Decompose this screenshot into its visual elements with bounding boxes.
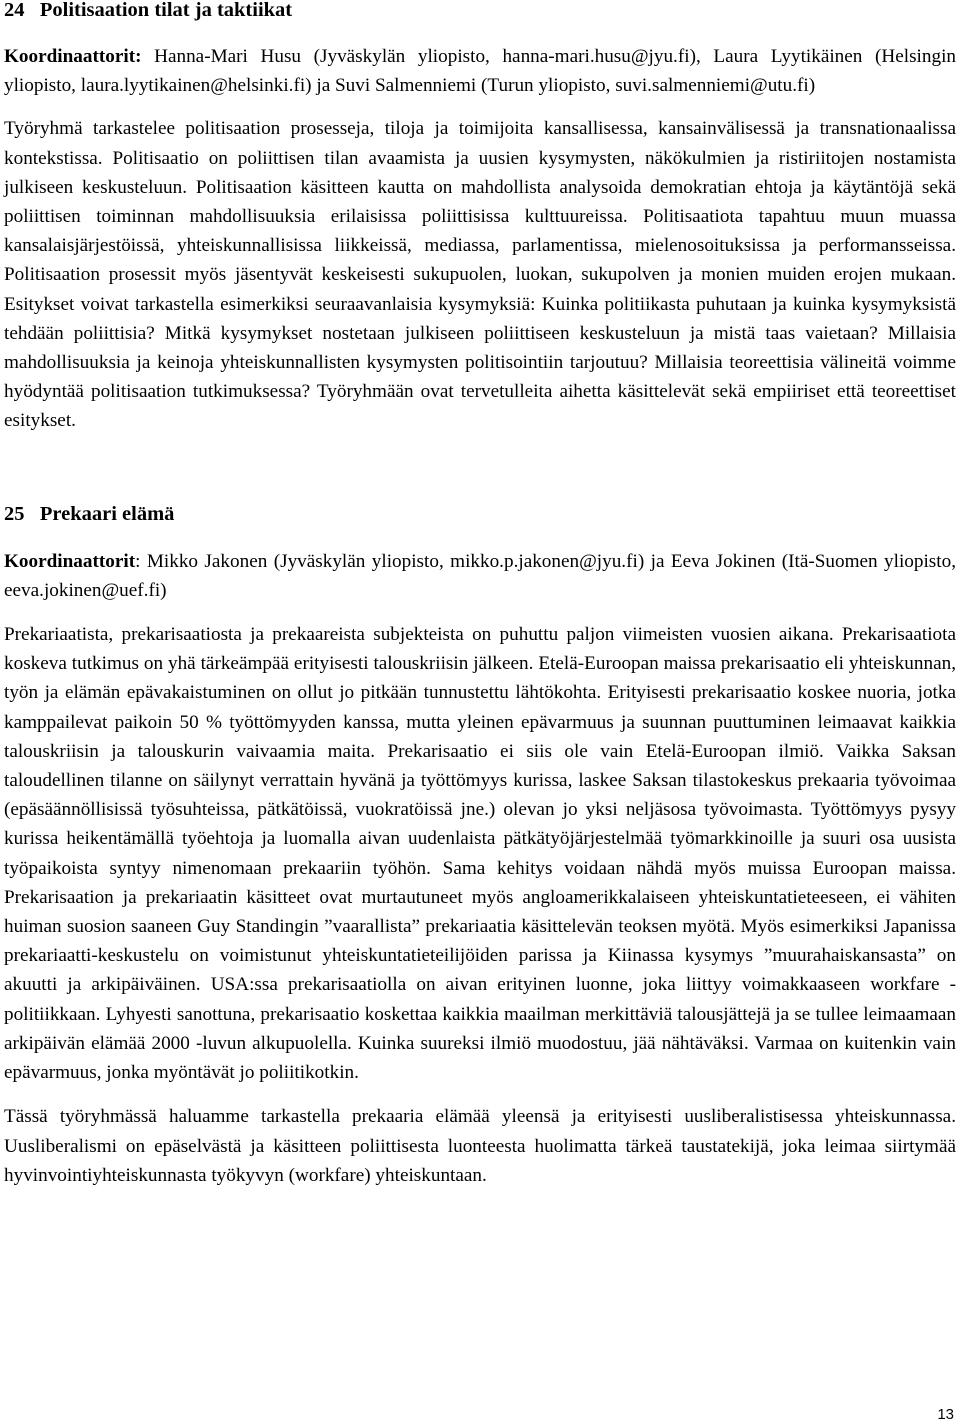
section-24-heading: 24 Politisaation tilat ja taktiikat (4, 0, 293, 21)
section-25-heading: 25 Prekaari elämä (4, 502, 175, 525)
section-24-coordinators (4, 42, 956, 100)
coordinators-text: Hanna-Mari Husu (Jyväskylän yliopisto, hanna-mari.husu@jyu.fi), Laura Lyytikäinen (Helsingin yliopisto, laura.lyytikainen@helsinki.fi) ja Suvi Salmenniemi (Turun yliopisto, suvi.salmenniemi@utu.fi) (4, 46, 956, 97)
coordinators-text: : Mikko Jakonen (Jyväskylän yliopisto, mikko.p.jakonen@jyu.fi) ja Eeva Jokinen (Itä-Suomen yliopisto, eeva.jokinen@uef.fi) (4, 550, 956, 601)
coordinators-label: Koordinaattorit (4, 550, 136, 572)
document-page (4, 0, 956, 1190)
section-25-body-paragraph-2: Tässä työryhmässä haluamme tarkastella prekaaria elämää yleensä ja erityisesti uusliberalistisessa yhteiskunnassa. Uusliberalismi on epäselvästä ja käsitteen poliittisesta luonteesta huolimatta tärkeä taustatekijä, joka leimaa siirtymää hyvinvointiyhteiskunnasta työkyvyn (workfare) yhteiskuntaan. (4, 1106, 956, 1186)
page-number: 13 (937, 1406, 954, 1423)
section-25-coordinators (4, 547, 956, 605)
section-24-body: Työryhmä tarkastelee politisaation prosesseja, tiloja ja toimijoita kansallisessa, kansainvälisessä ja transnationaalissa kontekstissa. Politisaatio on poliittisen tilan avaamista ja uusien kysymysten, näkökulmien ja ristiriitojen nostamista julkiseen keskusteluun. Politisaation käsitteen kautta on mahdollista analysoida demokratian ehtoja ja käytäntöjä sekä poliittisen toiminnan mahdollisuuksia erilaisissa poliittisissa kulttuureissa. Politisaatiota tapahtuu muun muassa kansalaisjärjestöissä, yhteiskunnallisissa liikkeissä, mediassa, parlamentissa, mielenosoituksissa ja performansseissa. Politisaation prosessit myös jäsentyvät keskeisesti sukupuolen, luokan, sukupolven ja monien muiden erojen mukaan. Esitykset voivat tarkastella esimerkiksi seuraavanlaisia kysymyksiä: Kuinka politiikasta puhutaan ja kuinka kysymyksistä tehdään poliittisia? Mitkä kysymykset nostetaan julkiseen poliittiseen keskusteluun ja mistä taas vaietaan? Millaisia mahdollisuuksia ja keinoja yhteiskunnallisten kysymysten politisointiin tarjoutuu? Millaisia teoreettisia välineitä voimme hyödyntää politisaation tutkimuksessa? Työryhmään ovat tervetulleita aihetta käsittelevät sekä empiiriset että teoreettiset esitykset. (4, 118, 956, 432)
coordinators-label: Koordinaattorit: (4, 46, 142, 67)
section-25-body-paragraph-1: Prekariaatista, prekarisaatiosta ja prekaareista subjekteista on puhuttu paljon viimeisten vuosien aikana. Prekarisaatiota koskeva tutkimus on yhä tärkeämpää erityisesti talouskriisin jälkeen. Etelä-Euroopan maissa prekarisaatio eli yhteiskunnan, työn ja elämän epävakaistuminen on ollut jo pitkään tunnustettu lähtökohta. Erityisesti prekarisaatio koskee nuoria, jotka kamppailevat paikoin 50 % työttömyyden kanssa, mutta yleinen epävarmuus ja suunnan puuttuminen leimaavat kaikkia talouskriisin ja talouskurin vaivaamia maita. Prekarisaatio ei siis ole vain Etelä-Euroopan ilmiö. Vaikka Saksan taloudellinen tilanne on säilynyt verrattain hyvänä ja työttömyys kurissa, laskee Saksan tilastokeskus prekaaria työvoimaa (epäsäännöllisissä työsuhteissa, pätkätöissä, vuokratöissä jne.) olevan jo yksi neljäsosa työvoimasta. Työttömyys pysyy kurissa heikentämällä työehtoja ja luomalla aivan uudenlaista pätkätyöjärjestelmää työmarkkinoille ja suuri osa uusista työpaikoista syntyy nimenomaan prekaariin työhön. Sama kehitys voidaan nähdä myös muissa Euroopan maissa. Prekarisaation ja prekariaatin käsitteet ovat murtautuneet myös angloamerikkalaiseen yhteiskuntatieteeseen, ei vähiten huiman suosion saaneen Guy Standingin ”vaarallista” prekariaatia käsittelevän teoksen myötä. Myös esimerkiksi Japanissa prekariaatti-keskustelu on voimistunut yhteiskuntatieteilijöiden parissa ja Kiinassa kysymys ”muurahaiskansasta” on akuutti ja arkipäiväinen. USA:ssa prekarisaatiolla on aivan erityinen luonne, joka liittyy voimakkaaseen workfare -politiikkaan. Lyhyesti sanottuna, prekarisaatio koskettaa kaikkia maailman merkittäviä talousjättejä ja se tullee leimaamaan arkipäivän elämää 2000 -luvun alkupuolella. Kuinka suureksi ilmiö muodostuu, jää nähtäväksi. Varmaa on kuitenkin vain epävarmuus, jonka myöntävät jo poliitikotkin. (4, 624, 956, 1084)
